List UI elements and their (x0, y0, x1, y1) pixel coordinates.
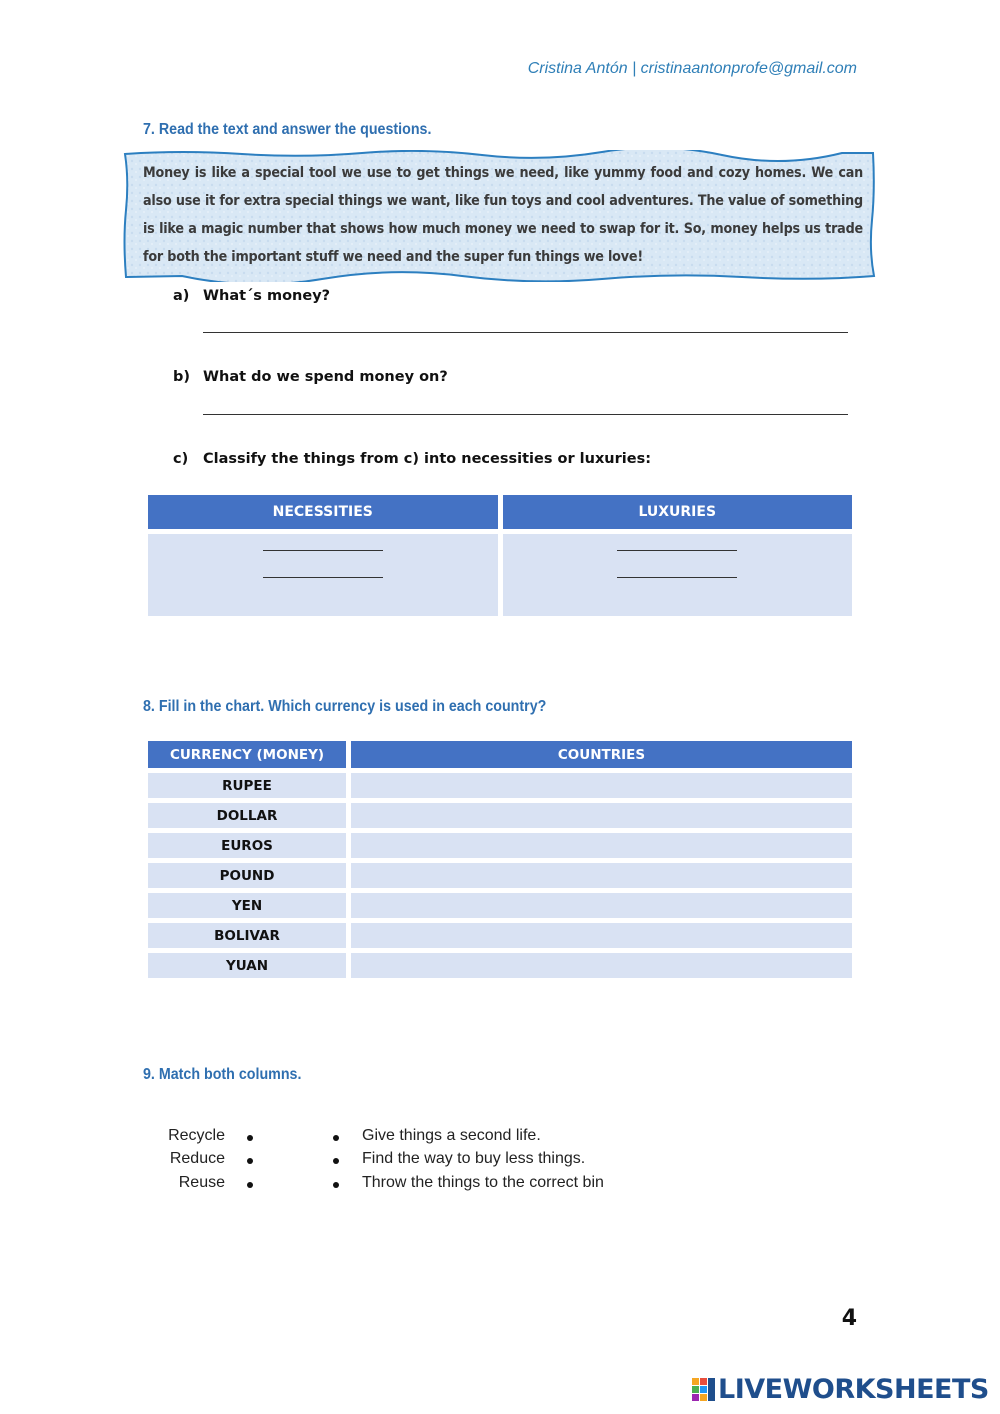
table-row (148, 803, 852, 828)
reading-passage-box (122, 150, 878, 280)
countries-answer-cell[interactable] (351, 833, 852, 858)
header-necessities: NECESSITIES (148, 495, 498, 529)
luxuries-cell (503, 534, 853, 616)
table-row (148, 863, 852, 888)
match-dot-left[interactable] (247, 1182, 253, 1188)
classify-table (143, 490, 857, 621)
currency-name: DOLLAR (148, 803, 346, 828)
question-label: c) (173, 451, 189, 467)
countries-answer-cell[interactable] (351, 803, 852, 828)
currency-name: BOLIVAR (148, 923, 346, 948)
match-left-item: Reduce (169, 1150, 225, 1167)
answer-blank[interactable] (617, 550, 737, 551)
currency-table (143, 736, 857, 983)
header-luxuries: LUXURIES (503, 495, 853, 529)
match-row (0, 1150, 700, 1172)
answer-blank[interactable] (263, 577, 383, 578)
answer-line-b[interactable] (203, 414, 848, 415)
author-header: Cristina Antón | cristinaantonprofe@gmail.com (527, 60, 857, 77)
answer-line-a[interactable] (203, 332, 848, 333)
countries-answer-cell[interactable] (351, 863, 852, 888)
answer-blank[interactable] (263, 550, 383, 551)
question-c (173, 451, 651, 467)
header-countries: COUNTRIES (351, 741, 852, 768)
countries-answer-cell[interactable] (351, 893, 852, 918)
match-right-item: Find the way to buy less things. (362, 1150, 586, 1167)
section-8-title: 8. Fill in the chart. Which currency is used in each country? (143, 698, 547, 715)
section-9-title: 9. Match both columns. (143, 1066, 302, 1083)
table-row (148, 773, 852, 798)
question-text: What do we spend money on? (203, 369, 448, 385)
countries-answer-cell[interactable] (351, 953, 852, 978)
necessities-cell (148, 534, 498, 616)
match-row (0, 1127, 700, 1149)
currency-name: YUAN (148, 953, 346, 978)
match-dot-right[interactable] (333, 1158, 339, 1164)
match-left-item: Recycle (168, 1127, 225, 1144)
section-7-title: 7. Read the text and answer the questions. (143, 121, 432, 138)
match-dot-left[interactable] (247, 1158, 253, 1164)
table-row (148, 923, 852, 948)
countries-answer-cell[interactable] (351, 773, 852, 798)
currency-name: EUROS (148, 833, 346, 858)
match-row (0, 1174, 700, 1196)
currency-name: YEN (148, 893, 346, 918)
match-columns (0, 1127, 1000, 1207)
liveworksheets-icon (692, 1378, 716, 1402)
brand-name: LIVEWORKSHEETS (718, 1374, 989, 1405)
question-text: What´s money? (203, 288, 331, 304)
question-label: a) (173, 288, 190, 304)
match-dot-right[interactable] (333, 1135, 339, 1141)
match-right-item: Give things a second life. (362, 1127, 541, 1144)
match-dot-right[interactable] (333, 1182, 339, 1188)
question-label: b) (173, 369, 191, 385)
passage-text: Money is like a special tool we use to get things we need, like yummy food and cozy homes. We can also use it for extra special things we want, like fun toys and cool adventures. The value of something is like a magic number that shows how much money we need to swap for it. So, money helps us trade for both the important stuff we need and the super fun things we love! (143, 165, 863, 265)
match-left-item: Reuse (178, 1174, 225, 1191)
page-number: 4 (841, 1306, 857, 1331)
question-a (173, 288, 330, 304)
match-dot-left[interactable] (247, 1135, 253, 1141)
table-row (148, 893, 852, 918)
table-row (148, 953, 852, 978)
header-currency: CURRENCY (MONEY) (148, 741, 346, 768)
countries-answer-cell[interactable] (351, 923, 852, 948)
question-b (173, 369, 448, 385)
question-text: Classify the things from c) into necessities or luxuries: (203, 451, 652, 467)
match-right-item: Throw the things to the correct bin (362, 1174, 604, 1191)
currency-name: RUPEE (148, 773, 346, 798)
table-row (148, 833, 852, 858)
answer-blank[interactable] (617, 577, 737, 578)
currency-name: POUND (148, 863, 346, 888)
